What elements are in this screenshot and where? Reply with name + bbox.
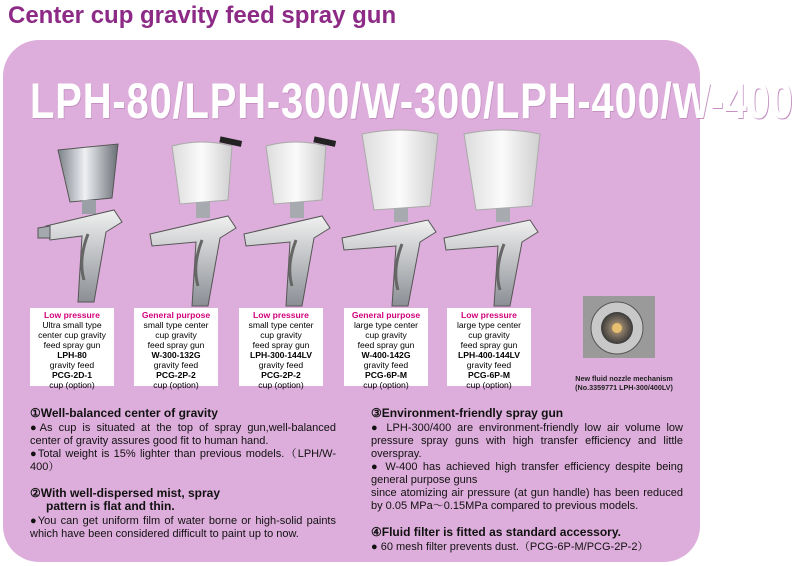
product-desc: center cup gravity: [38, 330, 106, 340]
product-desc: feed spray gun: [147, 340, 205, 350]
product-desc: Ultra small type: [42, 320, 102, 330]
product-feed: gravity feed: [258, 360, 304, 370]
product-option: cup (option): [466, 380, 512, 390]
product-option: cup (option): [258, 380, 304, 390]
feature-text: ●As cup is situated at the top of spray gun,well-balanced center of gravity assures good fit to human hand.: [30, 422, 336, 447]
product-cup: PCG-6P-M: [364, 370, 408, 380]
product-feed: gravity feed: [466, 360, 512, 370]
product-model: LPH-400-144LV: [458, 350, 520, 360]
feature-environment-friendly: [371, 407, 683, 513]
product-category: General purpose: [351, 310, 421, 320]
product-desc: feed spray gun: [357, 340, 415, 350]
product-cup: PCG-2P-2: [261, 370, 301, 380]
product-desc: cup gravity: [468, 330, 510, 340]
model-banner: LPH-80/LPH-300/W-300/LPH-400/W-400: [30, 73, 794, 129]
product-desc: feed spray gun: [252, 340, 310, 350]
product-desc: large type center: [456, 320, 521, 330]
feature-text: ● W-400 has achieved high transfer efficiency despite being general purpose guns: [371, 461, 683, 486]
product-card-lph-300: [239, 308, 323, 390]
product-category: Low pressure: [253, 310, 309, 320]
product-model: LPH-80: [57, 350, 87, 360]
feature-heading: ③Environment-friendly spray gun: [371, 406, 564, 420]
product-card-w-400: [344, 308, 428, 390]
feature-heading: ②With well-dispersed mist, spray: [30, 486, 221, 500]
product-option: cup (option): [363, 380, 409, 390]
product-desc: cup gravity: [365, 330, 407, 340]
fluid-nozzle-caption: [554, 374, 694, 392]
product-cup: PCG-6P-M: [467, 370, 511, 380]
spray-gun-lph-400-image: [432, 130, 582, 310]
feature-heading: pattern is flat and thin.: [46, 499, 175, 513]
feature-text: ● 60 mesh filter prevents dust.（PCG-6P-M/PCG-2P-2）: [371, 541, 649, 553]
feature-text: ● LPH-300/400 are environment-friendly low air volume low pressure spray guns with high transfer efficiency and little overspray.: [371, 422, 683, 460]
feature-fluid-filter: [371, 526, 683, 554]
product-desc: cup gravity: [155, 330, 197, 340]
feature-center-of-gravity: [30, 407, 336, 474]
product-category: Low pressure: [44, 310, 100, 320]
fluid-nozzle-caption-line2: (No.3359771 LPH-300/400LV): [575, 383, 673, 392]
product-category: General purpose: [141, 310, 211, 320]
product-category: Low pressure: [461, 310, 517, 320]
feature-dispersed-mist: [30, 487, 336, 541]
feature-heading: ①Well-balanced center of gravity: [30, 406, 218, 420]
product-option: cup (option): [49, 380, 95, 390]
product-desc: feed spray gun: [43, 340, 101, 350]
product-card-lph-400: [447, 308, 531, 390]
fluid-nozzle-caption-line1: New fluid nozzle mechanism: [575, 374, 673, 383]
page-title: Center cup gravity feed spray gun: [8, 2, 397, 29]
product-feed: gravity feed: [153, 360, 199, 370]
product-desc: small type center: [248, 320, 314, 330]
product-option: cup (option): [153, 380, 199, 390]
feature-text: ●Total weight is 15% lighter than previous models.（LPH/W-400）: [30, 448, 336, 473]
product-desc: feed spray gun: [460, 340, 518, 350]
product-desc: cup gravity: [260, 330, 302, 340]
feature-heading: ④Fluid filter is fitted as standard accessory.: [371, 525, 621, 539]
fluid-nozzle-image: [583, 296, 655, 358]
product-model: W-300-132G: [151, 350, 201, 360]
product-desc: large type center: [353, 320, 418, 330]
feature-text: ●You can get uniform film of water borne or high-solid paints which have been considered difficult to paint up to now.: [30, 515, 336, 540]
product-card-w-300: [134, 308, 218, 390]
product-feed: gravity feed: [363, 360, 409, 370]
product-model: W-400-142G: [361, 350, 411, 360]
product-feed: gravity feed: [49, 360, 95, 370]
product-card-lph-80: [30, 308, 114, 390]
product-cup: PCG-2P-2: [156, 370, 196, 380]
product-desc: small type center: [143, 320, 209, 330]
product-model: LPH-300-144LV: [250, 350, 312, 360]
feature-text: since atomizing air pressure (at gun handle) has been reduced by 0.05 MPa～0.15MPa compared to previous models.: [371, 487, 683, 512]
product-cup: PCG-2D-1: [51, 370, 93, 380]
